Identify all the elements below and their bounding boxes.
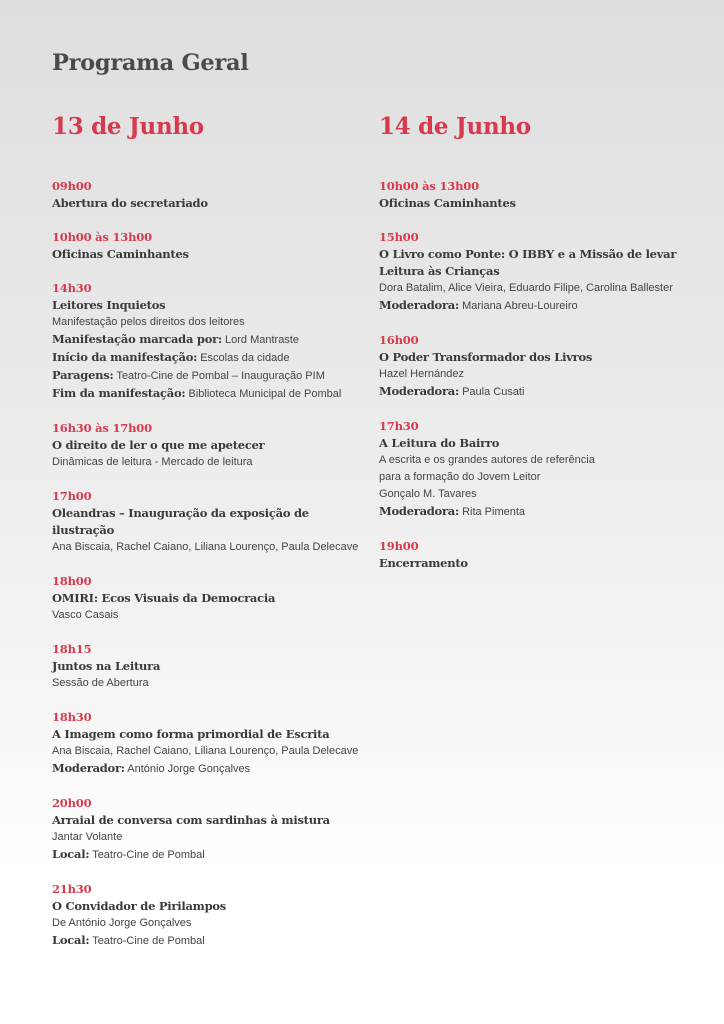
schedule-event <box>52 280 362 403</box>
detail-label: Início da manifestação: <box>52 350 198 364</box>
event-time: 18h30 <box>52 710 92 724</box>
event-detail <box>379 503 709 521</box>
event-detail <box>379 297 709 315</box>
detail-label: Local: <box>52 933 90 947</box>
event-title-line: O Livro como Ponte: O IBBY e a Missão de levar <box>379 247 677 261</box>
event-title: A Imagem como forma primordial de Escrita <box>52 727 330 741</box>
event-time: 14h30 <box>52 281 92 295</box>
detail-label: Local: <box>52 847 90 861</box>
detail-label: Moderador: <box>52 761 125 775</box>
schedule-event <box>52 178 362 212</box>
event-title: Juntos na Leitura <box>52 659 161 673</box>
schedule-event <box>52 641 362 692</box>
event-detail <box>52 349 362 367</box>
event-detail <box>52 760 362 778</box>
detail-value: Paula Cusati <box>462 386 525 398</box>
event-description: Hazel Hernández <box>379 368 464 380</box>
event-description: Dinâmicas de leitura - Mercado de leitura <box>52 456 253 468</box>
event-time: 15h00 <box>379 230 419 244</box>
event-title: Abertura do secretariado <box>52 196 208 210</box>
schedule-event <box>52 420 362 471</box>
detail-value: Mariana Abreu-Loureiro <box>462 300 578 312</box>
event-title-line: Leitura às Crianças <box>379 264 500 278</box>
detail-value: António Jorge Gonçalves <box>127 763 251 775</box>
event-time: 16h00 <box>379 333 419 347</box>
event-time: 17h00 <box>52 489 92 503</box>
detail-label: Moderadora: <box>379 298 459 312</box>
detail-label: Moderadora: <box>379 384 459 398</box>
event-detail <box>52 932 362 950</box>
event-time: 18h00 <box>52 574 92 588</box>
event-time: 09h00 <box>52 179 92 193</box>
event-detail <box>379 383 709 401</box>
event-title: Oleandras – Inauguração da exposição de ilustração <box>52 506 309 537</box>
detail-value: Escolas da cidade <box>200 352 290 364</box>
schedule-event <box>379 229 709 315</box>
event-description: Ana Biscaia, Rachel Caiano, Liliana Lourenço, Paula Delecave <box>52 541 359 553</box>
event-description: Dora Batalim, Alice Vieira, Eduardo Filipe, Carolina Ballester <box>379 282 673 294</box>
event-detail <box>52 331 362 349</box>
detail-value: Teatro-Cine de Pombal – Inauguração PIM <box>116 370 325 382</box>
event-time: 19h00 <box>379 539 419 553</box>
schedule-event <box>52 795 362 864</box>
detail-label: Paragens: <box>52 368 114 382</box>
detail-label: Fim da manifestação: <box>52 386 186 400</box>
detail-value: Biblioteca Municipal de Pombal <box>188 388 342 400</box>
event-title: A Leitura do Bairro <box>379 436 500 450</box>
detail-label: Manifestação marcada por: <box>52 332 222 346</box>
event-title: Arraial de conversa com sardinhas à mistura <box>52 813 330 827</box>
detail-value: Lord Mantraste <box>225 334 299 346</box>
detail-label: Moderadora: <box>379 504 459 518</box>
schedule-event <box>379 332 709 401</box>
event-description: Sessão de Abertura <box>52 677 149 689</box>
schedule-event <box>52 573 362 624</box>
event-description: Jantar Volante <box>52 831 123 843</box>
event-time: 21h30 <box>52 882 92 896</box>
event-description-line: A escrita e os grandes autores de referência <box>379 454 595 466</box>
day-heading: 14 de Junho <box>379 113 531 140</box>
event-title: Leitores Inquietos <box>52 298 166 312</box>
event-time: 10h00 às 13h00 <box>52 230 152 244</box>
detail-value: Teatro-Cine de Pombal <box>92 849 205 861</box>
schedule-event <box>52 709 362 778</box>
event-description: De António Jorge Gonçalves <box>52 917 192 929</box>
schedule-event <box>379 538 709 572</box>
event-title: OMIRI: Ecos Visuais da Democracia <box>52 591 276 605</box>
event-title: Encerramento <box>379 556 468 570</box>
event-time: 16h30 às 17h00 <box>52 421 152 435</box>
event-detail <box>52 385 362 403</box>
event-description: Vasco Casais <box>52 609 119 621</box>
day-heading: 13 de Junho <box>52 113 204 140</box>
event-description: Manifestação pelos direitos dos leitores <box>52 316 245 328</box>
day-14-column <box>379 112 709 589</box>
event-title: O direito de ler o que me apetecer <box>52 438 265 452</box>
event-title: O Convidador de Pirilampos <box>52 899 227 913</box>
schedule-event <box>379 418 709 521</box>
day-13-column <box>52 112 362 967</box>
schedule-event <box>379 178 709 212</box>
event-time: 18h15 <box>52 642 92 656</box>
event-time: 10h00 às 13h00 <box>379 179 479 193</box>
event-title: Oficinas Caminhantes <box>52 247 189 261</box>
detail-value: Rita Pimenta <box>462 506 526 518</box>
schedule-event <box>52 488 362 556</box>
schedule-event <box>52 881 362 950</box>
detail-value: Teatro-Cine de Pombal <box>92 935 205 947</box>
event-detail <box>52 846 362 864</box>
event-title: Oficinas Caminhantes <box>379 196 516 210</box>
event-title: O Poder Transformador dos Livros <box>379 350 593 364</box>
event-description-line: para a formação do Jovem Leitor <box>379 471 541 483</box>
event-time: 17h30 <box>379 419 419 433</box>
schedule-event <box>52 229 362 263</box>
event-description: Ana Biscaia, Rachel Caiano, Liliana Lourenço, Paula Delecave <box>52 745 359 757</box>
event-detail <box>52 367 362 385</box>
event-time: 20h00 <box>52 796 92 810</box>
page-title: Programa Geral <box>52 50 249 76</box>
event-description-line: Gonçalo M. Tavares <box>379 488 477 500</box>
